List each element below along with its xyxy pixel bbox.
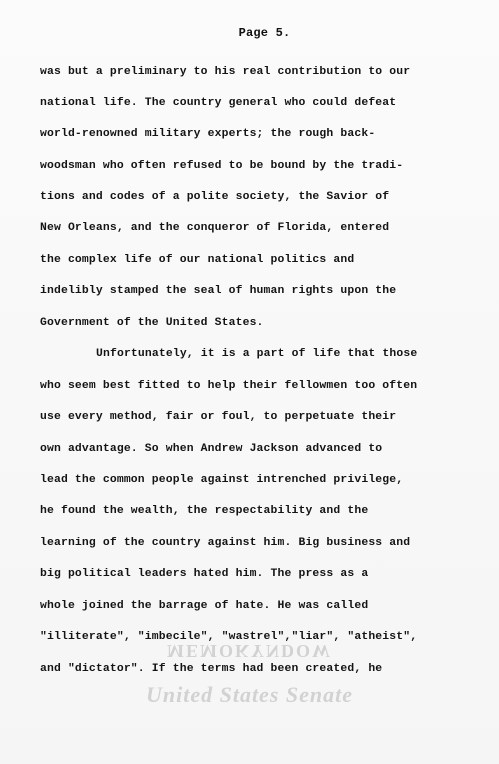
text-line: and "dictator". If the terms had been created, he <box>40 663 383 675</box>
text-line: the complex life of our national politics and <box>40 254 355 266</box>
text-line: woodsman who often refused to be bound by the tradi- <box>40 160 404 172</box>
text-line: learning of the country against him. Big business and <box>40 537 411 549</box>
mirrored-watermark: MEMOKYNDOW <box>167 641 332 661</box>
text-line: lead the common people against intrenched privilege, <box>40 474 404 486</box>
paragraph-first-line: Unfortunately, it is a part of life that those <box>96 348 418 360</box>
text-line: world-renowned military experts; the rough back- <box>40 128 376 140</box>
text-line: who seem best fitted to help their fellowmen too often <box>40 380 418 392</box>
text-line: was but a preliminary to his real contribution to our <box>40 66 411 78</box>
text-line: indelibly stamped the seal of human rights upon the <box>40 285 397 297</box>
text-line: big political leaders hated him. The press as a <box>40 568 369 580</box>
senate-watermark: United States Senate <box>145 682 353 707</box>
text-line: use every method, fair or foul, to perpetuate their <box>40 411 397 423</box>
text-line: he found the wealth, the respectability and the <box>40 505 369 517</box>
text-line: national life. The country general who could defeat <box>40 97 397 109</box>
text-line: "illiterate", "imbecile", "wastrel","liar", "atheist", <box>40 631 418 643</box>
text-line: Government of the United States. <box>40 317 264 329</box>
text-line: tions and codes of a polite society, the Savior of <box>40 191 390 203</box>
page-number: Page 5. <box>238 26 291 40</box>
text-line: own advantage. So when Andrew Jackson advanced to <box>40 443 383 455</box>
text-line: New Orleans, and the conqueror of Florida, entered <box>40 222 390 234</box>
text-line: whole joined the barrage of hate. He was called <box>40 600 369 612</box>
